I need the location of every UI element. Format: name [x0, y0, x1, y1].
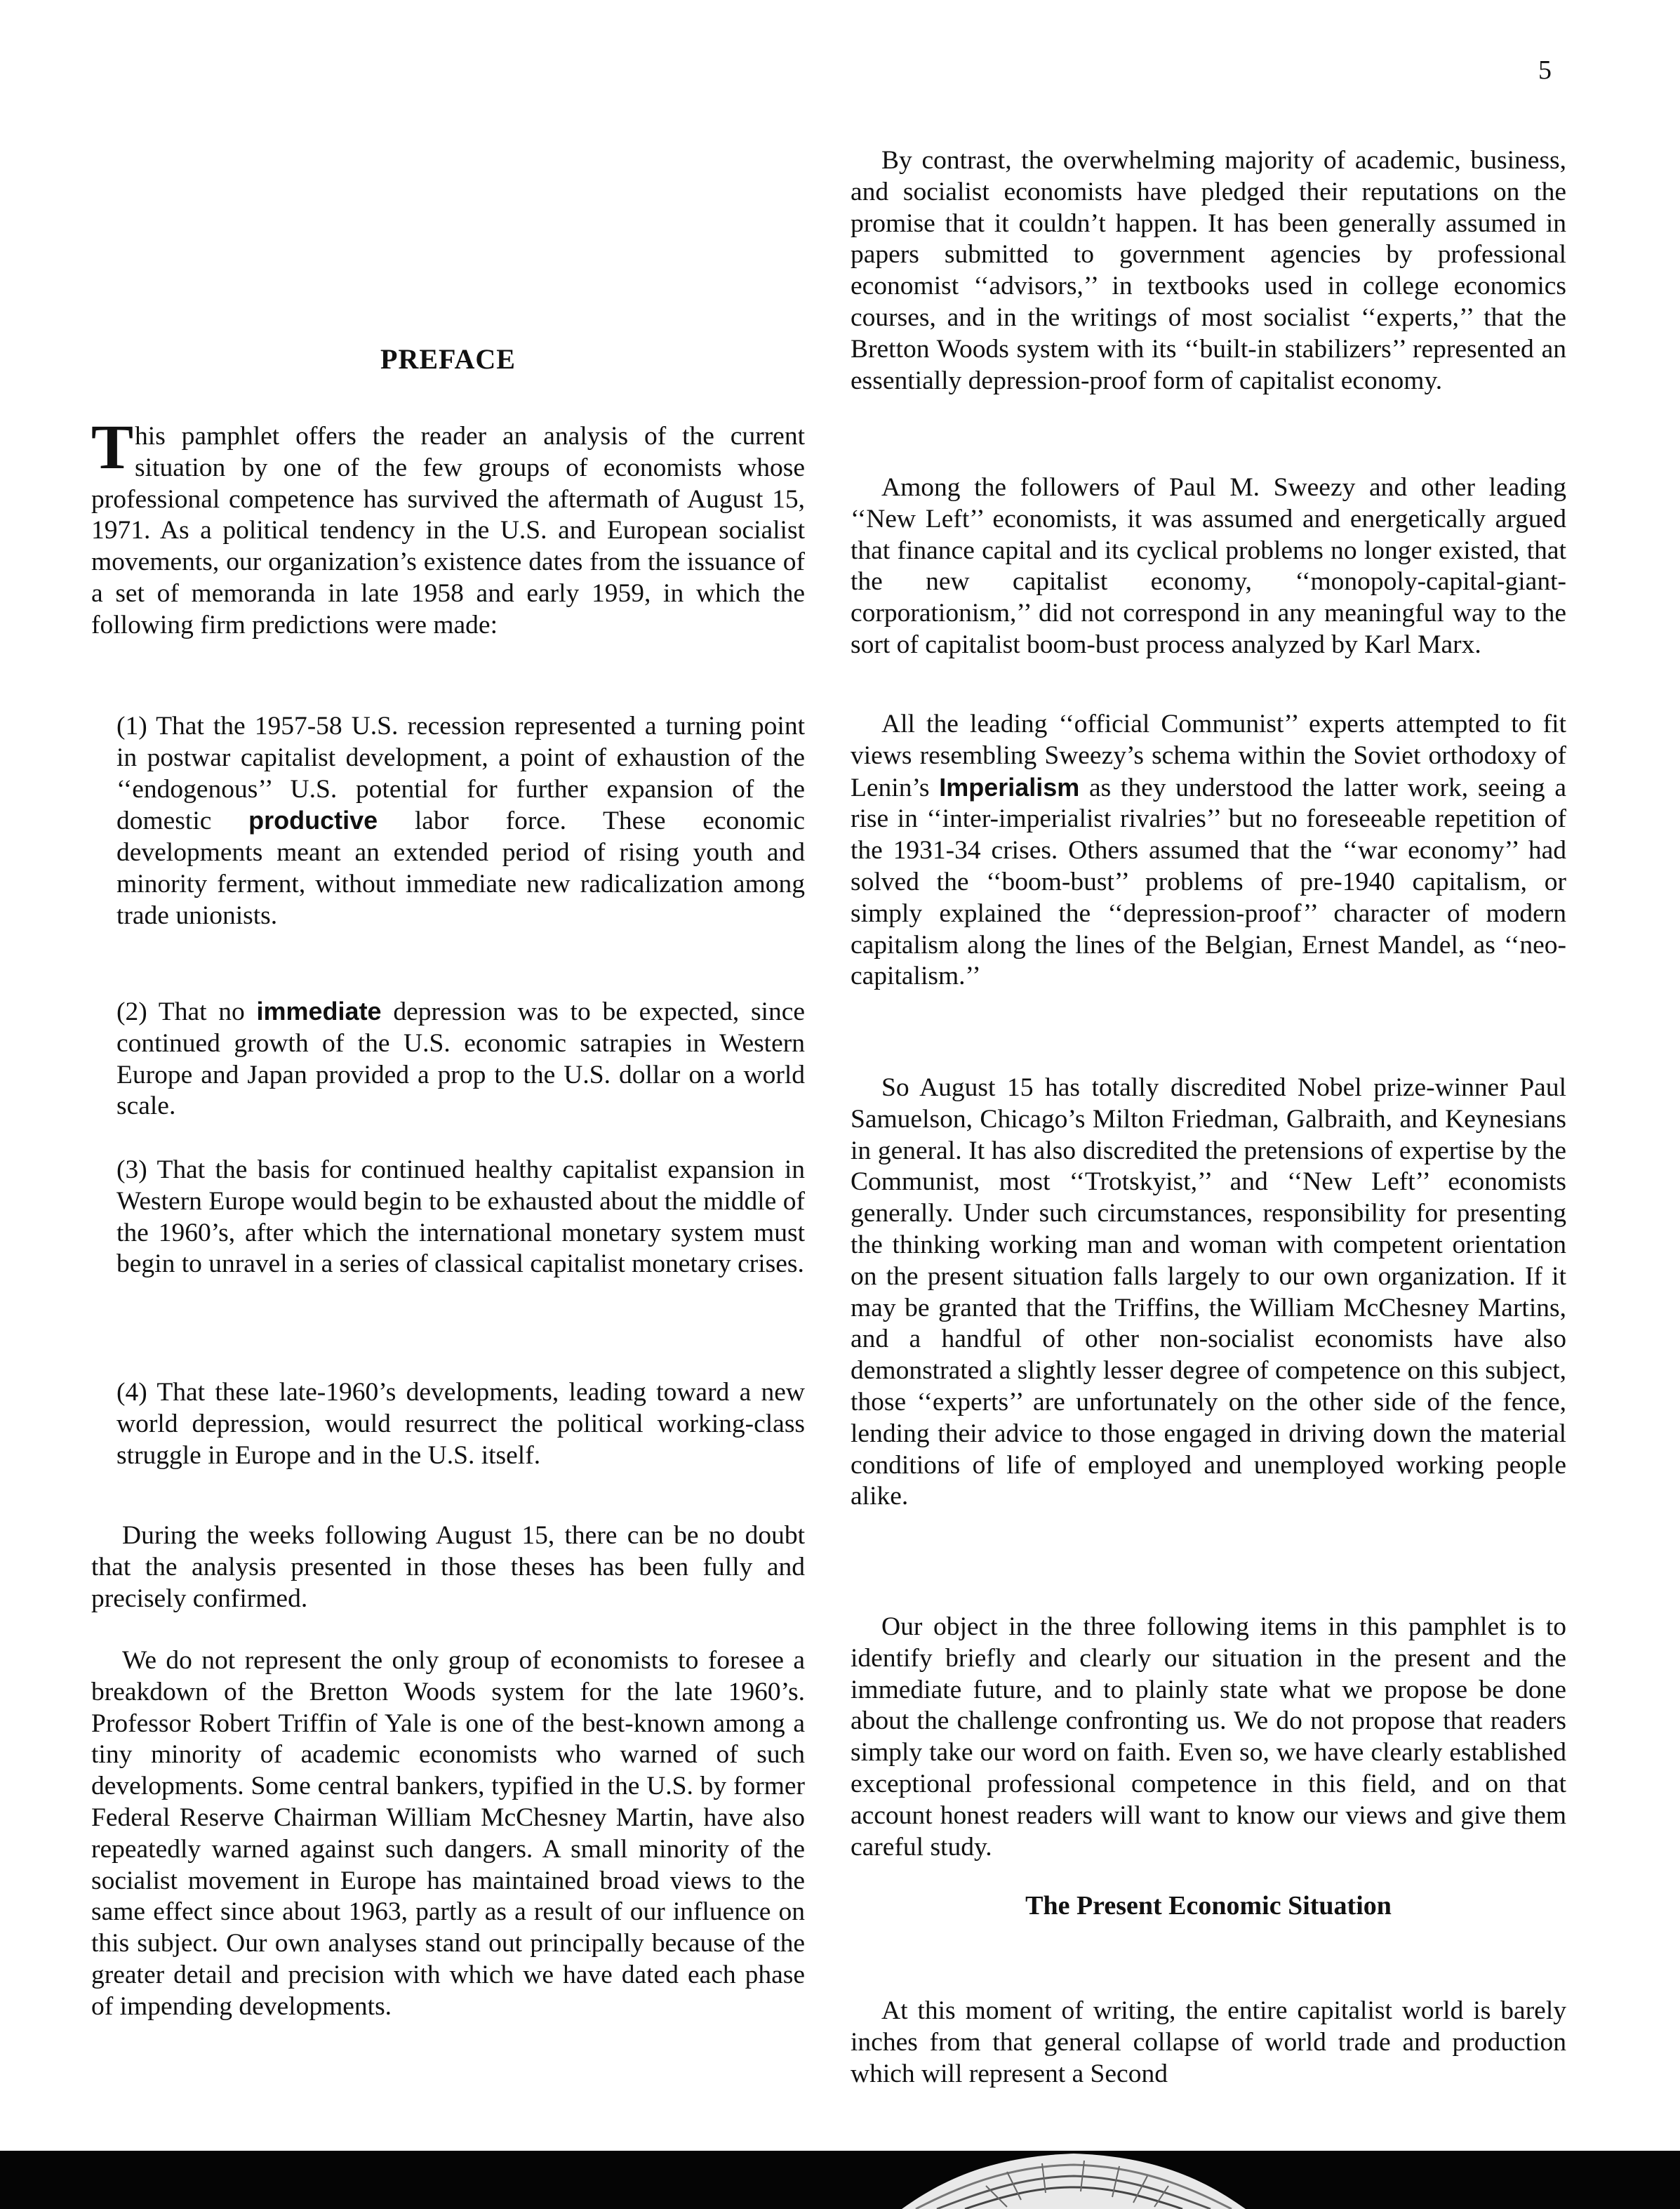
- section-heading-present-economic-situation: The Present Economic Situation: [1025, 1891, 1392, 1921]
- preface-heading: PREFACE: [380, 343, 516, 375]
- prediction-item-2-text-a: (2) That no: [116, 997, 257, 1026]
- page-number: 5: [1538, 55, 1552, 85]
- drop-cap: T: [91, 413, 134, 482]
- prediction-item-2-text-b: depression was to be expected, since continued growth of the U.S. economic satrapies in Western Europe and Japan provided a prop to the U.S. dollar on a world scale.: [116, 997, 805, 1121]
- footer-dark-band: [0, 2151, 1680, 2209]
- footer-engraving-image: [902, 2151, 1246, 2209]
- prediction-item-1-text-b: labor force. These economic developments meant an extended period of rising youth and minority ferment, without immediate new radicalization among trade unionists.: [116, 807, 805, 930]
- prediction-item-3: (3) That the basis for continued healthy capitalist expansion in Western Europe would begin to be exhausted about the middle of the 1960’s, after which the international monetary system must begin to unravel in a series of classical capitalist monetary crises.: [116, 1155, 805, 1279]
- paragraph-weeks-following: During the weeks following August 15, there can be no doubt that the analysis presented in those theses has been fully and precisely confirmed.: [91, 1521, 805, 1613]
- preface-intro-text: his pamphlet offers the reader an analysis of the current situation by one of the few groups of economists whose professional competence has survived the aftermath of August 15, 1971. As a political tendency in the U.S. and European socialist movements, our organization’s existence dates from the issuance of a set of memoranda in late 1958 and early 1959, in which the following firm predictions were made:: [91, 422, 805, 639]
- paragraph-at-this-moment: At this moment of writing, the entire capitalist world is barely inches from that general collapse of world trade and production which will represent a Second: [851, 1996, 1566, 2088]
- paragraph-sweezy: Among the followers of Paul M. Sweezy and other leading ‘‘New Left’’ economists, it was assumed and energetically argued that finance capital and its cyclical problems no longer existed, that the new capitalist economy, ‘‘monopoly-capital-giant-corporationism,’’ did not correspond in any meaningful way to the sort of capitalist boom-bust process analyzed by Karl Marx.: [851, 473, 1566, 659]
- prediction-item-2: [116, 996, 805, 1122]
- prediction-item-1-emphasis: productive: [248, 806, 378, 835]
- paragraph-august-15: So August 15 has totally discredited Nobel prize-winner Paul Samuelson, Chicago’s Milton Friedman, Galbraith, and Keynesians in general. It has also discredited the pretensions of expertise by the Communist, most ‘‘Trotskyist,’’ and ‘‘New Left’’ economists generally. Under such circumstances, responsibility for presenting the thinking working man and woman with competent orientation on the present situation falls largely to our own organization. If it may be granted that the Triffins, the William McChesney Martins, and a handful of other non-socialist economists have also demonstrated a slightly lesser degree of competence on this subject, those ‘‘experts’’ are unfortunately on the other side of the fence, lending their advice to those engaged in driving down the material conditions of life of employed and unemployed working people alike.: [851, 1073, 1566, 1511]
- preface-intro-paragraph: [91, 413, 805, 642]
- imperialism-emphasis: Imperialism: [939, 772, 1080, 802]
- paragraph-our-object: Our object in the three following items in this pamphlet is to identify briefly and clearly our situation in the present and the immediate future, and to plainly state what we propose be done about the challenge confronting us. We do not propose that readers simply take our word on faith. Even so, we have clearly established exceptional professional competence in this field, and on that account honest readers will want to know our views and give them careful study.: [851, 1612, 1566, 1862]
- prediction-item-1: [116, 711, 805, 932]
- paragraph-official-communist-text-a: All the leading ‘‘official Communist’’ experts attempted to fit views resembling Sweezy’s schema within the Soviet orthodoxy of Lenin’s: [851, 710, 1566, 802]
- prediction-item-1-text-a: (1) That the 1957-58 U.S. recession represented a turning point in postwar capitalist development, a point of exhaustion of the ‘‘endogenous’’ U.S. potential for further expansion of the domestic: [116, 712, 805, 836]
- prediction-item-4: (4) That these late-1960’s developments, leading toward a new world depression, would resurrect the political working-class struggle in Europe and in the U.S. itself.: [116, 1378, 805, 1470]
- paragraph-by-contrast: By contrast, the overwhelming majority of academic, business, and socialist economists have pledged their reputations on the promise that it couldn’t happen. It has been generally assumed in papers submitted to government agencies by professional economist ‘‘advisors,’’ in textbooks used in college economics courses, and in the writings of most socialist ‘‘experts,’’ that the Bretton Woods system with its ‘‘built-in stabilizers’’ represented an essentially depression-proof form of capitalist economy.: [851, 146, 1566, 395]
- paragraph-not-only-group: We do not represent the only group of economists to foresee a breakdown of the Bretton Woods system for the late 1960’s. Professor Robert Triffin of Yale is one of the best-known among a tiny minority of academic economists who warned of such developments. Some central bankers, typified in the U.S. by former Federal Reserve Chairman William McChesney Martin, have also repeatedly warned against such dangers. A small minority of the socialist movement in Europe has maintained broad views to the same effect since about 1963, partly as a result of our influence on this subject. Our own analyses stand out principally because of the greater detail and precision with which we have dated each phase of impending developments.: [91, 1646, 805, 2021]
- prediction-item-2-emphasis: immediate: [256, 997, 382, 1026]
- paragraph-official-communist: [851, 709, 1566, 993]
- paragraph-official-communist-text-b: as they understood the latter work, seeing a rise in ‘‘inter-imperialist rivalries’’ but no foreseeable repetition of the 1931-34 crises. Others assumed that the ‘‘war economy’’ had solved the ‘‘boom-bust’’ problems of pre-1940 capitalism, or simply explained the ‘‘depression-proof’’ character of modern capitalism along the lines of the Belgian, Ernest Mandel, as ‘‘neo-capitalism.’’: [851, 773, 1567, 991]
